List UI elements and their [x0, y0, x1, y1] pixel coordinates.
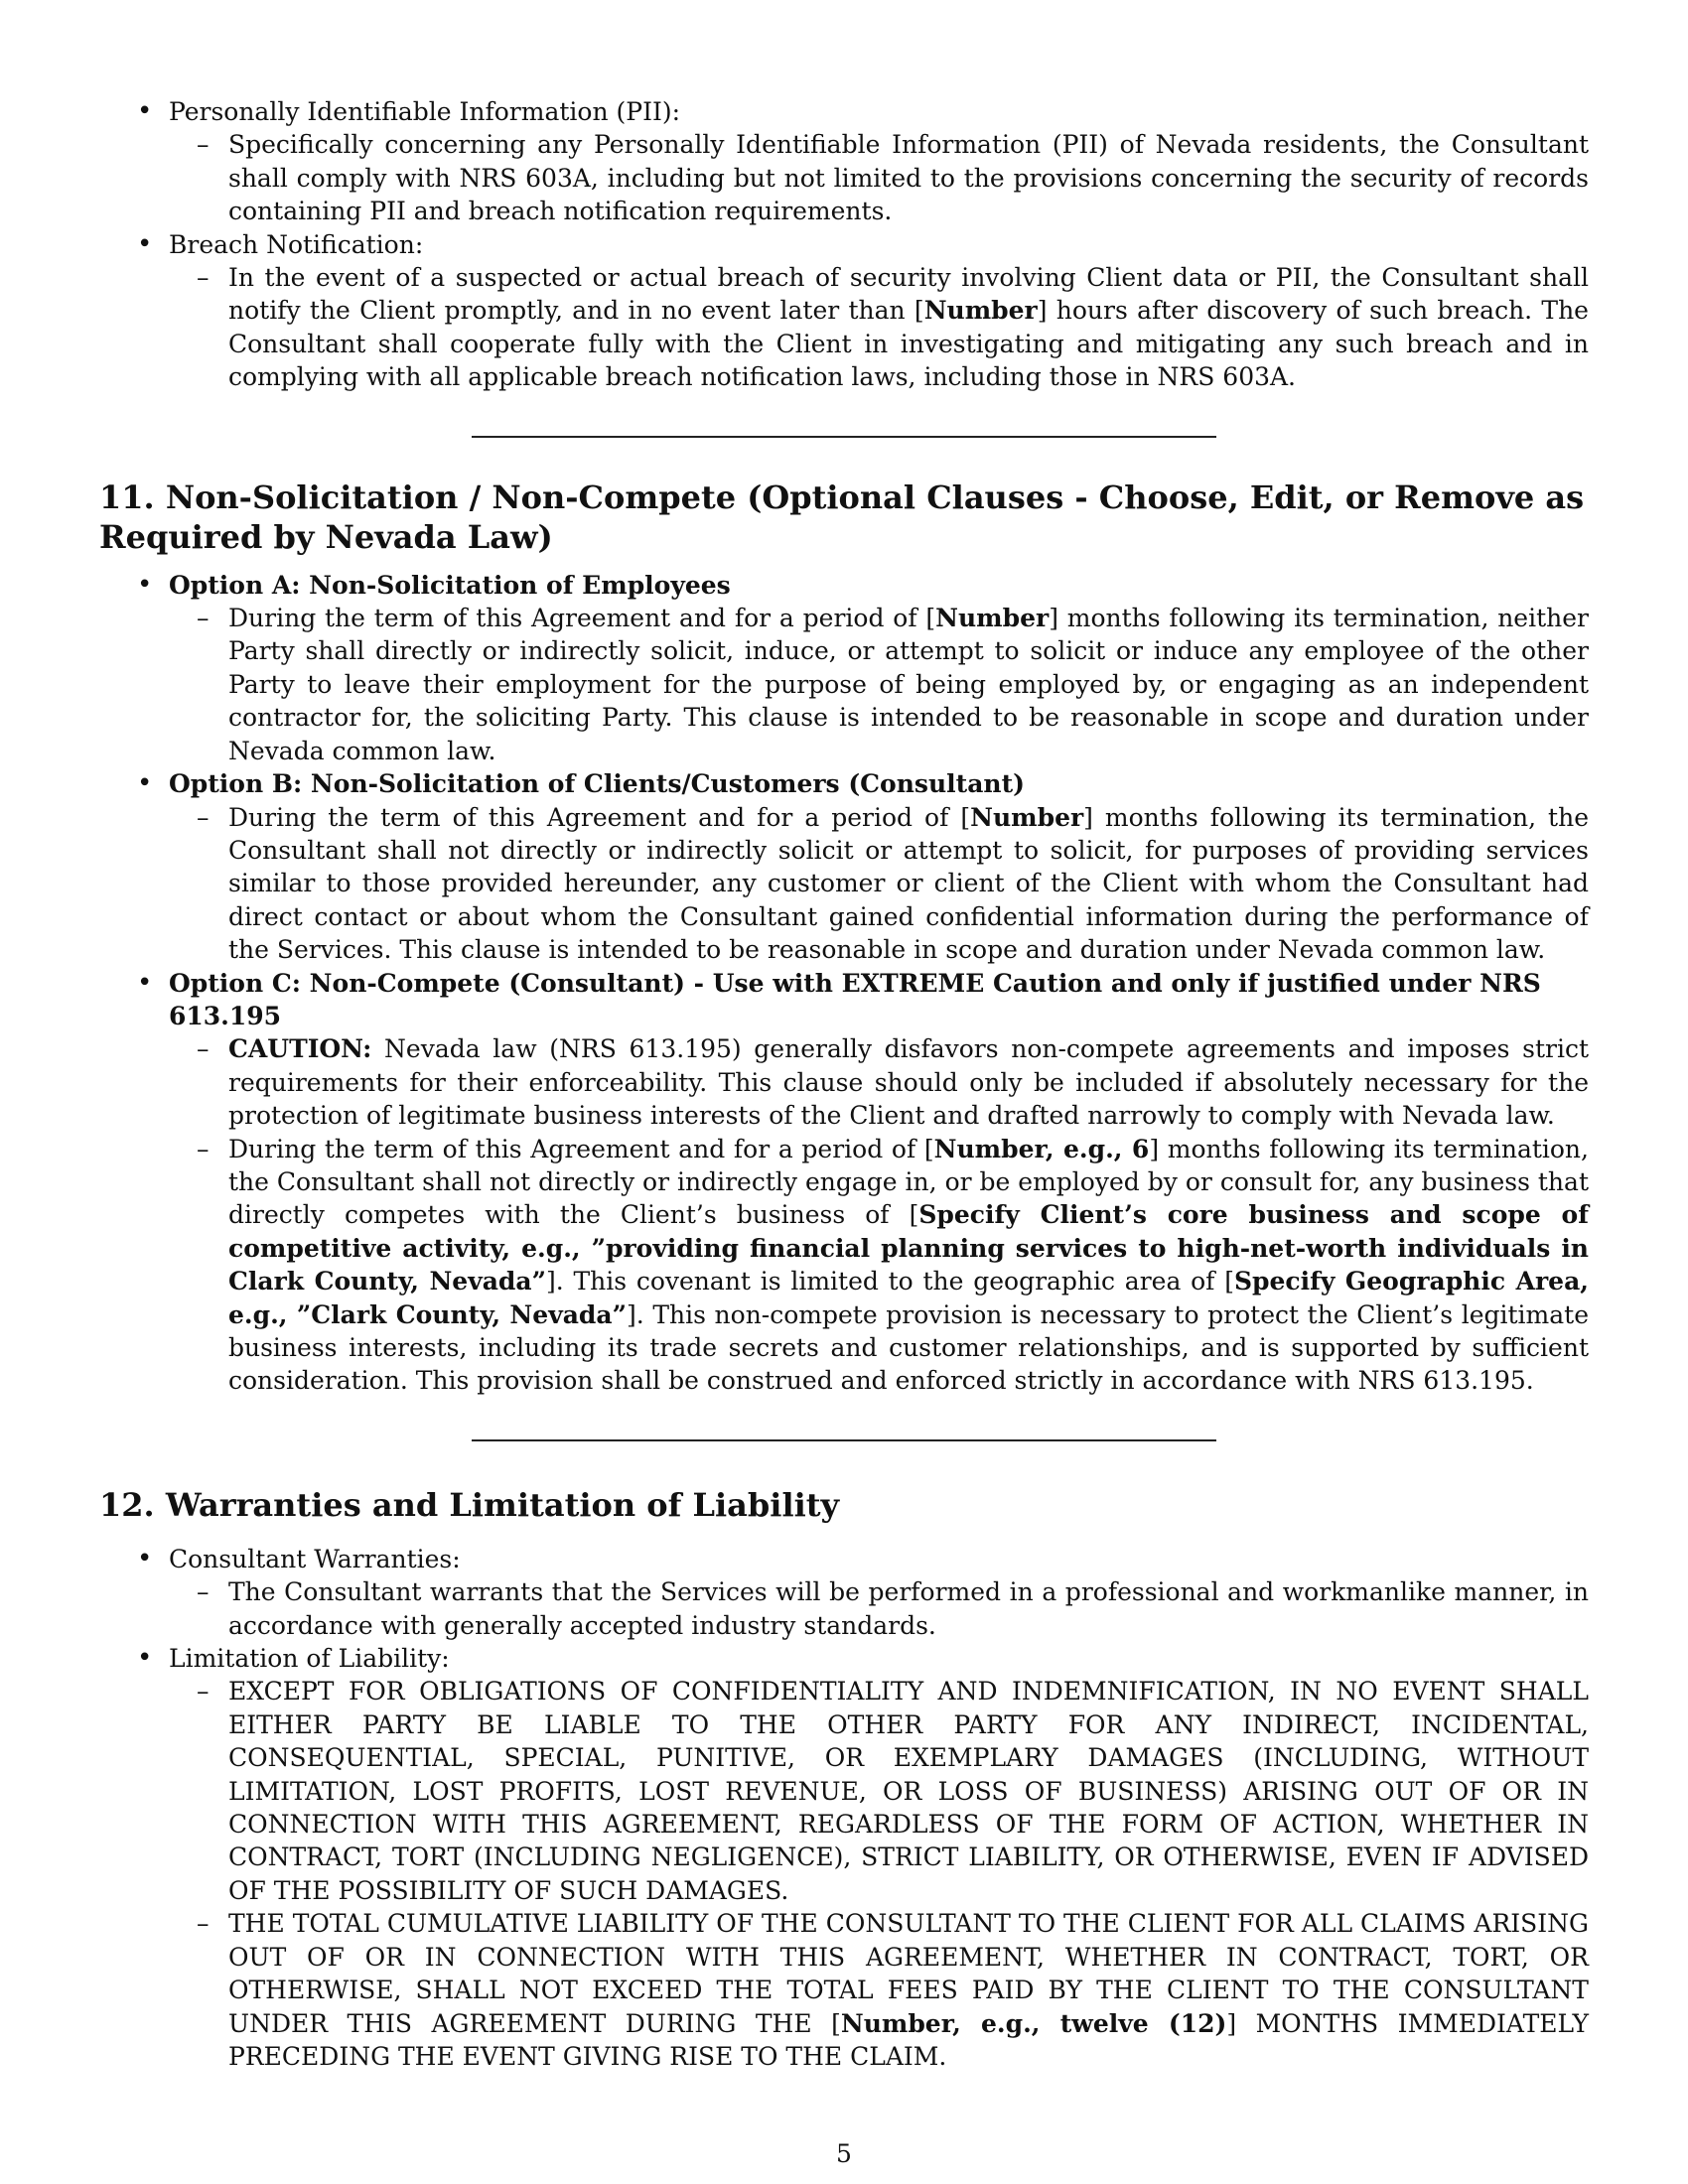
bullet-icon: • [137, 768, 153, 799]
data-security-list [99, 95, 1589, 394]
item-title: Personally Identifiable Information (PII): [169, 97, 681, 126]
placeholder: Number, e.g., twelve (12) [840, 2008, 1227, 2038]
sub-item-caution [169, 1032, 1589, 1132]
bullet-icon: • [137, 967, 153, 998]
option-title: Option B: Non-Solicitation of Clients/Customers (Consultant) [169, 769, 1025, 799]
document-page [99, 95, 1589, 2073]
placeholder: Number [970, 802, 1084, 832]
item-title: Limitation of Liability: [169, 1644, 450, 1674]
dash-icon: – [197, 604, 210, 633]
option-title: Option C: Non-Compete (Consultant) - Use with EXTREME Caution and only if justified under NRS 613.195 [169, 968, 1541, 1030]
clause-text: ]. This non-compete provision is necessary to protect the Client’s legitimate business interests, including its trade secrets and customer relationships, and is supported by sufficient consideration. This provision shall be construed and enforced strictly in accordance with NRS 613.195. [228, 1299, 1589, 1396]
placeholder: Specify Geographic Area, e.g., ”Clark County, Nevada” [228, 1267, 1589, 1329]
clause-text: ] months following its termination, neither Party shall directly or indirectly solicit, induce, or attempt to solicit or induce any employee of the other Party to leave their employment for the purpose of being employed by, or engaging as an independent contractor for, the soliciting Party. This clause is intended to be reasonable in scope and duration under Nevada common law. [228, 604, 1589, 765]
dash-icon: – [197, 1577, 210, 1607]
placeholder: Specify Client’s core business and scope of competitive activity, e.g., ”providing financial planning services to high-net-worth individuals in Clark County, Nevada” [228, 1200, 1589, 1297]
clause-text: EXCEPT FOR OBLIGATIONS OF CONFIDENTIALITY AND INDEMNIFICATION, IN NO EVENT SHALL EITHER PARTY BE LIABLE TO THE OTHER PARTY FOR ANY INDIRECT, INCIDENTAL, CONSEQUENTIAL, SPECIAL, PUNITIVE, OR EXEMPLARY DAMAGES (INCLUDING, WITHOUT LIMITATION, LOST PROFITS, LOST REVENUE, OR LOSS OF BUSINESS) ARISING OUT OF OR IN CONNECTION WITH THIS AGREEMENT, REGARDLESS OF THE FORM OF ACTION, WHETHER IN CONTRACT, TORT (INCLUDING NEGLIGENCE), STRICT LIABILITY, OR OTHERWISE, EVEN IF ADVISED OF THE POSSIBILITY OF SUCH DAMAGES. [228, 1677, 1589, 1905]
clause-text: Specifically concerning any Personally Identifiable Information (PII) of Nevada residents, the Consultant shall comply with NRS 603A, including but not limited to the provisions concerning the security of records containing PII and breach notification requirements. [228, 130, 1589, 226]
item-title: Breach Notification: [169, 229, 424, 259]
clause-text: During the term of this Agreement and for a period of [ [228, 1134, 934, 1163]
sub-item [169, 1575, 1589, 1642]
bullet-icon: • [137, 1543, 153, 1573]
dash-icon: – [197, 1034, 210, 1064]
section-11-list [99, 569, 1589, 1398]
clause-text: THE TOTAL CUMULATIVE LIABILITY OF THE CONSULTANT TO THE CLIENT FOR ALL CLAIMS ARISING OUT OF OR IN CONNECTION WITH THIS AGREEMENT, WHETHER IN CONTRACT, TORT, OR OTHERWISE, SHALL NOT EXCEED THE TOTAL FEES PAID BY THE CLIENT TO THE CONSULTANT UNDER THIS AGREEMENT DURING THE [ [228, 1909, 1589, 2038]
clause-text: ] months following its termination, the Consultant shall not directly or indirectly solicit or attempt to solicit, for purposes of providing services similar to those provided hereunder, any customer or client of the Client with whom the Consultant had direct contact or about whom the Consultant gained confidential information during the performance of the Services. This clause is intended to be reasonable in scope and duration under Nevada common law. [228, 802, 1590, 965]
sub-item [169, 602, 1589, 767]
dash-icon: – [197, 130, 210, 160]
clause-text: The Consultant warrants that the Services will be performed in a professional and workmanlike manner, in accordance with generally accepted industry standards. [228, 1577, 1589, 1640]
section-12-list [99, 1543, 1589, 2074]
placeholder: Number [935, 604, 1050, 633]
clause-text: ]. This covenant is limited to the geographic area of [ [546, 1267, 1234, 1297]
bullet-icon: • [137, 96, 153, 126]
clause-text: In the event of a suspected or actual breach of security involving Client data or PII, the Consultant shall notify the Client promptly, and in no event later than [ [228, 263, 1589, 326]
section-divider [472, 1439, 1216, 1441]
placeholder: Number, e.g., 6 [933, 1134, 1150, 1163]
list-item-pii [99, 95, 1589, 228]
list-item-option-b [99, 767, 1589, 966]
dash-icon: – [197, 1909, 210, 1939]
section-divider [472, 436, 1216, 438]
bullet-icon: • [137, 228, 153, 259]
sub-item [169, 261, 1589, 394]
list-item-warranties [99, 1543, 1589, 1642]
list-item-limitation [99, 1642, 1589, 2073]
bullet-icon: • [137, 1643, 153, 1674]
clause-text: During the term of this Agreement and for a period of [ [228, 604, 936, 633]
dash-icon: – [197, 802, 210, 832]
option-title: Option A: Non-Solicitation of Employees [169, 570, 731, 600]
list-item-breach [99, 228, 1589, 394]
page-number: 5 [836, 2139, 852, 2168]
clause-text: Nevada law (NRS 613.195) generally disfavors non-compete agreements and imposes strict requirements for their enforceability. This clause should only be included if absolutely necessary for the protection of legitimate business interests of the Client and drafted narrowly to comply with Nevada law. [228, 1034, 1589, 1131]
sub-item [169, 1133, 1589, 1398]
placeholder: Number [923, 296, 1038, 326]
item-title: Consultant Warranties: [169, 1544, 461, 1573]
sub-item [169, 801, 1589, 967]
sub-item [169, 128, 1589, 227]
section-12-heading: 12. Warranties and Limitation of Liability [99, 1485, 840, 1524]
sub-item [169, 1907, 1589, 2073]
bullet-icon: • [137, 569, 153, 600]
clause-text: ] months following its termination, the Consultant shall not directly or indirectly engage in, or be employed by or consult for, any business that directly competes with the Client’s business of [ [228, 1134, 1589, 1230]
dash-icon: – [197, 1134, 210, 1163]
list-item-option-a [99, 569, 1589, 767]
sub-item [169, 1675, 1589, 1907]
clause-text: ] hours after discovery of such breach. The Consultant shall cooperate fully with the Client in investigating and mitigating any such breach and in complying with all applicable breach notification laws, including those in NRS 603A. [228, 296, 1589, 392]
clause-text: During the term of this Agreement and for a period of [ [228, 802, 971, 832]
clause-text: ] MONTHS IMMEDIATELY PRECEDING THE EVENT GIVING RISE TO THE CLAIM. [228, 2008, 1589, 2071]
dash-icon: – [197, 263, 210, 293]
caution-label: CAUTION: [228, 1034, 372, 1064]
list-item-option-c [99, 967, 1589, 1398]
section-11-heading: 11. Non-Solicitation / Non-Compete (Optional Clauses - Choose, Edit, or Remove as Required by Nevada Law) [99, 478, 1585, 556]
dash-icon: – [197, 1677, 210, 1706]
